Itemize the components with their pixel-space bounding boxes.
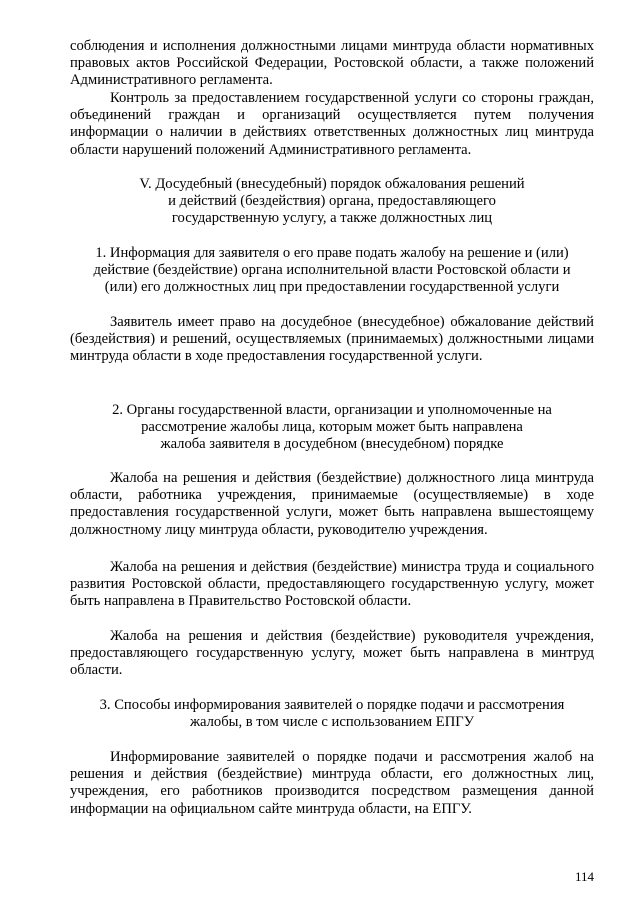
paragraph-text: Жалоба на решения и действия (бездействие) министра труда и социального развития Ростовской области, предоставляющего государственную услугу, может быть направлена в Правительство Ростовской области. <box>70 559 594 610</box>
body-paragraph <box>70 470 594 539</box>
heading-line: жалоба заявителя в досудебном (внесудебном) порядке <box>160 436 504 453</box>
subsection-heading <box>70 245 594 297</box>
heading-line: V. Досудебный (внесудебный) порядок обжалования решений <box>139 176 525 192</box>
paragraph-text: соблюдения и исполнения должностными лицами минтруда области нормативных правовых актов Российской Федерации, Ростовской области, а также положений Административного регламента. <box>70 38 594 89</box>
page-number: 114 <box>574 869 594 884</box>
body-paragraph <box>70 749 594 818</box>
body-paragraph <box>70 90 594 159</box>
heading-line: рассмотрение жалобы лица, которым может быть направлена <box>141 419 523 436</box>
heading-line: действие (бездействие) органа исполнительной власти Ростовской области и <box>93 262 571 279</box>
paragraph-text: Информирование заявителей о порядке подачи и рассмотрения жалоб на решения и действия (бездействие) минтруда области, его должностных лиц, учреждения, его работников производится посредством размещения данной информации на официальном сайте минтруда области, на ЕПГУ. <box>70 749 594 817</box>
body-paragraph <box>70 628 594 680</box>
heading-line: (или) его должностных лиц при предоставлении государственной услуги <box>104 279 560 296</box>
body-paragraph <box>70 559 594 611</box>
heading-line: 1. Информация для заявителя о его праве подать жалобу на решение и (или) <box>95 245 569 261</box>
body-paragraph <box>70 38 594 90</box>
paragraph-text: Жалоба на решения и действия (бездействие) руководителя учреждения, предоставляющего государственную услугу, может быть направлена в минтруд области. <box>70 628 594 679</box>
heading-line: жалобы, в том числе с использованием ЕПГУ <box>189 714 475 731</box>
body-paragraph <box>70 314 594 366</box>
heading-line: 2. Органы государственной власти, организации и уполномоченные на <box>112 402 552 418</box>
heading-line: 3. Способы информирования заявителей о порядке подачи и рассмотрения <box>99 697 565 713</box>
paragraph-text: Жалоба на решения и действия (бездействие) должностного лица минтруда области, работника учреждения, принимаемые (осуществляемые) в ходе предоставления государственной услуги, может быть направлена вышестоящему должностному лицу минтруда области, руководителю учреждения. <box>70 470 594 538</box>
heading-line: и действий (бездействия) органа, предоставляющего <box>168 193 496 210</box>
paragraph-text: Заявитель имеет право на досудебное (внесудебное) обжалование действий (бездействия) и решений, осуществляемых (принимаемых) должностными лицами минтруда области в ходе предоставления государственной услуги. <box>70 314 594 365</box>
paragraph-text: Контроль за предоставлением государственной услуги со стороны граждан, объединений граждан и организаций осуществляется путем получения информации о наличии в действиях ответственных должностных лиц минтруда области нарушений положений Административного регламента. <box>70 90 594 158</box>
section-heading <box>70 176 594 228</box>
subsection-heading <box>70 402 594 454</box>
subsection-heading <box>70 697 594 731</box>
heading-line: государственную услугу, а также должностных лиц <box>171 210 493 227</box>
